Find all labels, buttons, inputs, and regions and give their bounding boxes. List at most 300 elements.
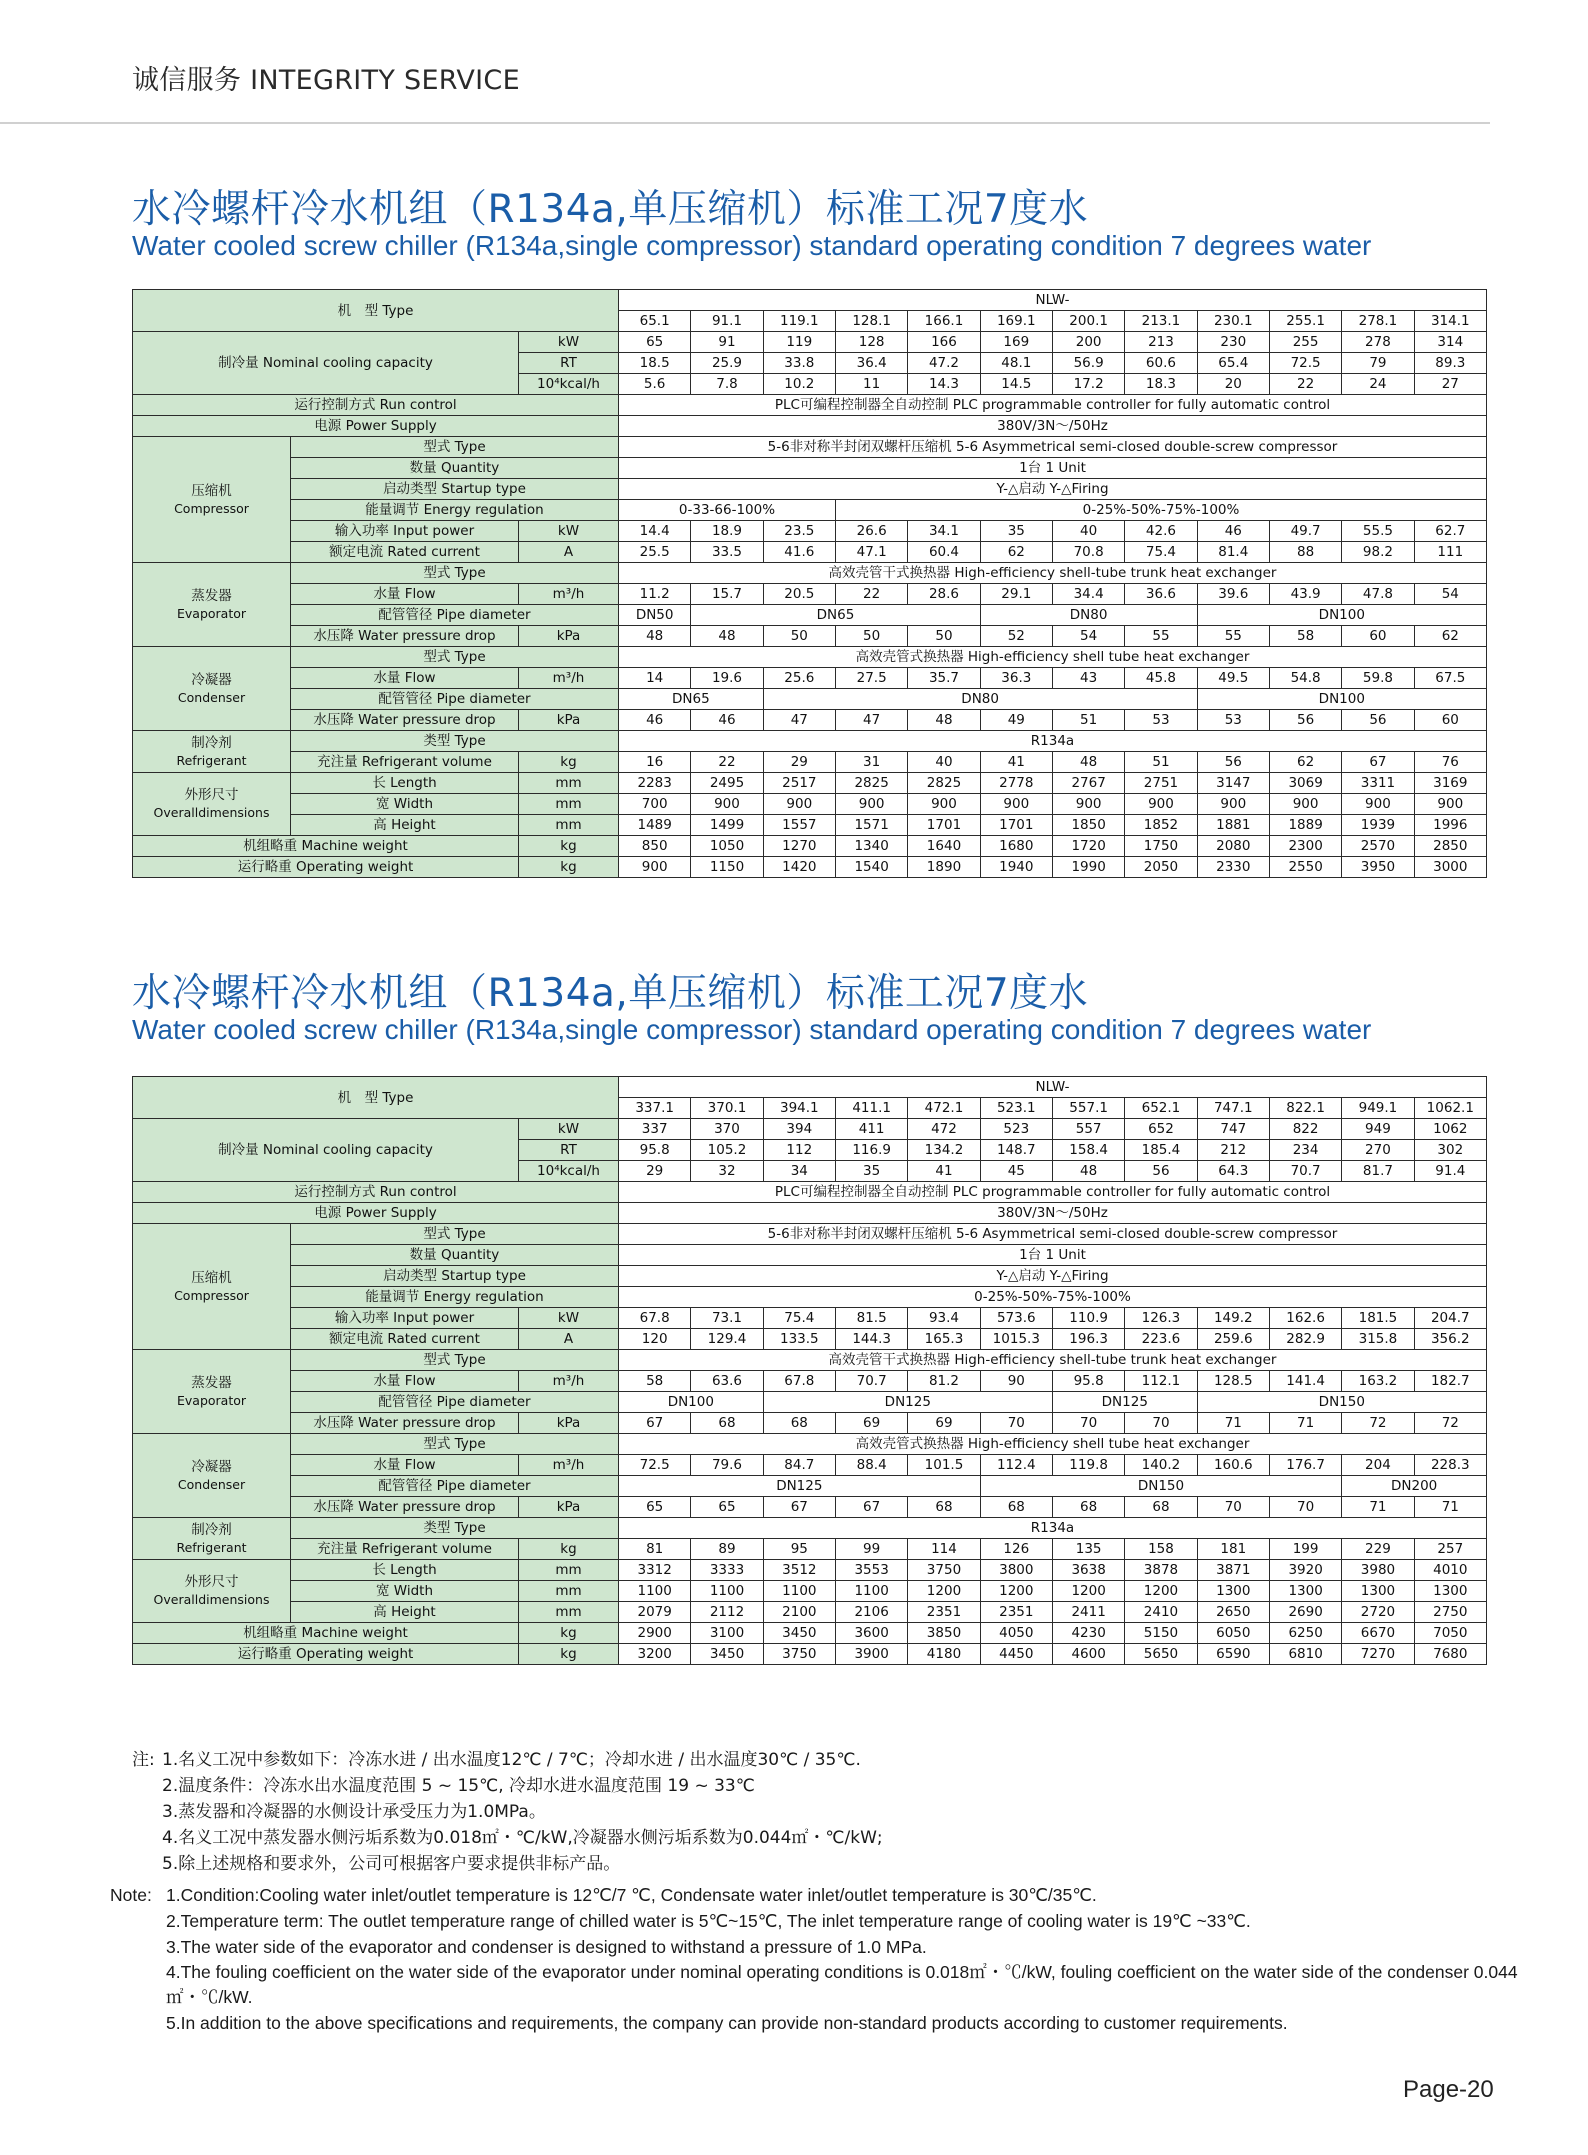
capacity-rt-value: 65.4 [1197, 353, 1269, 374]
evaporator-drop-value: 58 [1269, 626, 1341, 647]
operating-weight-value: 2550 [1269, 857, 1341, 878]
condenser-flow-value: 35.7 [908, 668, 980, 689]
capacity-kw-value: 314 [1414, 332, 1486, 353]
width-value: 1100 [691, 1581, 763, 1602]
capacity-kcal-value: 22 [1269, 374, 1341, 395]
condenser-flow-value: 43 [1052, 668, 1124, 689]
rated-current-label: 额定电流 Rated current [291, 542, 519, 563]
width-value: 900 [980, 794, 1052, 815]
machine-weight-value: 6250 [1269, 1623, 1341, 1644]
evaporator-pipe-value: DN65 [691, 605, 980, 626]
input-power-value: 126.3 [1125, 1308, 1197, 1329]
evaporator-group [133, 1350, 291, 1434]
compressor-type-value: 5-6非对称半封闭双螺杆压缩机 5-6 Asymmetrical semi-closed double-screw compressor [619, 1224, 1487, 1245]
refrigerant-vol-value: 62 [1269, 752, 1341, 773]
capacity-rt-value: 148.7 [980, 1140, 1052, 1161]
operating-weight-value: 3900 [835, 1644, 907, 1665]
length-value: 3800 [980, 1560, 1052, 1581]
length-value: 4010 [1414, 1560, 1486, 1581]
model-value: 747.1 [1197, 1098, 1269, 1119]
length-value: 2751 [1125, 773, 1197, 794]
refrigerant-vol-value: 76 [1414, 752, 1486, 773]
refrigerant-vol-label: 充注量 Refrigerant volume [291, 1539, 519, 1560]
energy-reg-value: 0-25%-50%-75%-100% [835, 500, 1486, 521]
capacity-kw-value: 747 [1197, 1119, 1269, 1140]
capacity-kw-value: 65 [619, 332, 691, 353]
condenser-pipe-label: 配管管径 Pipe diameter [291, 1476, 619, 1497]
model-label: 机 型 Type [133, 1077, 619, 1119]
capacity-rt-value: 105.2 [691, 1140, 763, 1161]
height-value: 1489 [619, 815, 691, 836]
rated-current-value: 75.4 [1125, 542, 1197, 563]
input-power-label: 输入功率 Input power [291, 521, 519, 542]
evaporator-drop-value: 52 [980, 626, 1052, 647]
capacity-kw-value: 822 [1269, 1119, 1341, 1140]
machine-weight-value: 850 [619, 836, 691, 857]
condenser-pipe-value: DN80 [763, 689, 1197, 710]
refrigerant-vol-value: 99 [835, 1539, 907, 1560]
condenser-flow-value: 204 [1342, 1455, 1414, 1476]
capacity-kcal-value: 56 [1125, 1161, 1197, 1182]
condenser-type-label: 型式 Type [291, 647, 619, 668]
capacity-kw-value: 337 [619, 1119, 691, 1140]
unit-mm: mm [519, 815, 619, 836]
width-value: 1100 [835, 1581, 907, 1602]
evaporator-flow-value: 67.8 [763, 1371, 835, 1392]
refrigerant-type-value: R134a [619, 731, 1487, 752]
input-power-value: 34.1 [908, 521, 980, 542]
condenser-flow-value: 140.2 [1125, 1455, 1197, 1476]
unit-rt: RT [519, 353, 619, 374]
capacity-rt-value: 56.9 [1052, 353, 1124, 374]
machine-weight-value: 2900 [619, 1623, 691, 1644]
height-value: 1499 [691, 815, 763, 836]
length-value: 3333 [691, 1560, 763, 1581]
condenser-group-cn: 冷凝器 [191, 1458, 232, 1475]
operating-weight-value: 3750 [763, 1644, 835, 1665]
evaporator-drop-label: 水压降 Water pressure drop [291, 1413, 519, 1434]
evaporator-type-label: 型式 Type [291, 563, 619, 584]
input-power-value: 62.7 [1414, 521, 1486, 542]
compressor-group-cn: 压缩机 [191, 482, 232, 499]
refrigerant-vol-value: 126 [980, 1539, 1052, 1560]
capacity-kcal-value: 41 [908, 1161, 980, 1182]
height-label: 高 Height [291, 1602, 519, 1623]
model-value: 128.1 [835, 311, 907, 332]
rated-current-value: 98.2 [1342, 542, 1414, 563]
capacity-label: 制冷量 Nominal cooling capacity [133, 1119, 519, 1182]
refrigerant-vol-value: 29 [763, 752, 835, 773]
condenser-drop-value: 53 [1197, 710, 1269, 731]
width-value: 900 [1342, 794, 1414, 815]
rated-current-value: 81.4 [1197, 542, 1269, 563]
evaporator-pipe-value: DN80 [980, 605, 1197, 626]
capacity-rt-value: 116.9 [835, 1140, 907, 1161]
height-value: 1996 [1414, 815, 1486, 836]
evaporator-drop-value: 70 [1052, 1413, 1124, 1434]
evaporator-group-en: Evaporator [176, 1392, 247, 1408]
condenser-drop-value: 70 [1269, 1497, 1341, 1518]
unit-kg: kg [519, 836, 619, 857]
capacity-rt-value: 72.5 [1269, 353, 1341, 374]
unit-kw: kW [519, 1119, 619, 1140]
length-label: 长 Length [291, 773, 519, 794]
length-value: 3312 [619, 1560, 691, 1581]
unit-a: A [519, 542, 619, 563]
height-value: 1557 [763, 815, 835, 836]
capacity-kw-value: 370 [691, 1119, 763, 1140]
capacity-kcal-value: 5.6 [619, 374, 691, 395]
model-value: 472.1 [908, 1098, 980, 1119]
width-value: 1200 [1052, 1581, 1124, 1602]
input-power-value: 204.7 [1414, 1308, 1486, 1329]
condenser-drop-value: 46 [619, 710, 691, 731]
input-power-value: 73.1 [691, 1308, 763, 1329]
dimensions-group-cn: 外形尺寸 [184, 787, 239, 803]
capacity-kw-value: 128 [835, 332, 907, 353]
model-value: 65.1 [619, 311, 691, 332]
capacity-rt-value: 212 [1197, 1140, 1269, 1161]
dimensions-group-en: Overalldimensions [153, 1592, 270, 1607]
refrigerant-vol-value: 56 [1197, 752, 1269, 773]
input-power-value: 18.9 [691, 521, 763, 542]
width-value: 900 [691, 794, 763, 815]
condenser-drop-label: 水压降 Water pressure drop [291, 1497, 519, 1518]
capacity-rt-value: 112 [763, 1140, 835, 1161]
evaporator-pipe-value: DN100 [1197, 605, 1486, 626]
energy-reg-value: 0-33-66-100% [619, 500, 836, 521]
length-value: 2283 [619, 773, 691, 794]
condenser-drop-value: 67 [835, 1497, 907, 1518]
power-supply-value: 380V/3N～/50Hz [619, 1203, 1487, 1224]
input-power-value: 23.5 [763, 521, 835, 542]
condenser-type-label: 型式 Type [291, 1434, 619, 1455]
evaporator-flow-value: 163.2 [1342, 1371, 1414, 1392]
input-power-value: 14.4 [619, 521, 691, 542]
width-value: 1200 [980, 1581, 1052, 1602]
model-value: 169.1 [980, 311, 1052, 332]
capacity-rt-value: 158.4 [1052, 1140, 1124, 1161]
length-value: 2517 [763, 773, 835, 794]
capacity-rt-value: 60.6 [1125, 353, 1197, 374]
evaporator-flow-value: 90 [980, 1371, 1052, 1392]
unit-mm: mm [519, 773, 619, 794]
evaporator-drop-value: 69 [835, 1413, 907, 1434]
unit-kg: kg [519, 857, 619, 878]
capacity-kcal-value: 7.8 [691, 374, 763, 395]
notes-en-prefix: Note: [110, 1885, 152, 1905]
evaporator-flow-value: 128.5 [1197, 1371, 1269, 1392]
machine-weight-value: 3600 [835, 1623, 907, 1644]
refrigerant-group [133, 1518, 291, 1560]
unit-kg: kg [519, 1623, 619, 1644]
evaporator-flow-value: 141.4 [1269, 1371, 1341, 1392]
model-value: 557.1 [1052, 1098, 1124, 1119]
capacity-kw-value: 278 [1342, 332, 1414, 353]
evaporator-drop-label: 水压降 Water pressure drop [291, 626, 519, 647]
machine-weight-value: 1680 [980, 836, 1052, 857]
evaporator-flow-value: 43.9 [1269, 584, 1341, 605]
energy-reg-label: 能量调节 Energy regulation [291, 500, 619, 521]
condenser-flow-value: 119.8 [1052, 1455, 1124, 1476]
length-value: 2825 [835, 773, 907, 794]
capacity-kcal-value: 24 [1342, 374, 1414, 395]
evaporator-drop-value: 71 [1269, 1413, 1341, 1434]
unit-flow: m³/h [519, 584, 619, 605]
unit-mm: mm [519, 1581, 619, 1602]
evaporator-type-value: 高效壳管干式换热器 High-efficiency shell-tube trunk heat exchanger [619, 1350, 1487, 1371]
refrigerant-vol-value: 67 [1342, 752, 1414, 773]
evaporator-flow-value: 36.6 [1125, 584, 1197, 605]
length-label: 长 Length [291, 1560, 519, 1581]
unit-mm: mm [519, 1560, 619, 1581]
input-power-value: 110.9 [1052, 1308, 1124, 1329]
capacity-kcal-value: 29 [619, 1161, 691, 1182]
section-2-title-en: Water cooled screw chiller (R134a,single compressor) standard operating condition 7 degrees water [132, 1014, 1372, 1045]
evaporator-flow-value: 29.1 [980, 584, 1052, 605]
condenser-flow-value: 59.8 [1342, 668, 1414, 689]
operating-weight-value: 4600 [1052, 1644, 1124, 1665]
startup-label: 启动类型 Startup type [291, 1266, 619, 1287]
height-value: 2690 [1269, 1602, 1341, 1623]
rated-current-value: 47.1 [835, 542, 907, 563]
model-value: 652.1 [1125, 1098, 1197, 1119]
height-value: 2750 [1414, 1602, 1486, 1623]
capacity-rt-value: 234 [1269, 1140, 1341, 1161]
length-value: 3553 [835, 1560, 907, 1581]
capacity-kw-value: 166 [908, 332, 980, 353]
capacity-rt-value: 47.2 [908, 353, 980, 374]
model-value: 949.1 [1342, 1098, 1414, 1119]
capacity-rt-value: 302 [1414, 1140, 1486, 1161]
evaporator-pipe-value: DN150 [1197, 1392, 1486, 1413]
machine-weight-value: 1340 [835, 836, 907, 857]
condenser-drop-value: 51 [1052, 710, 1124, 731]
condenser-drop-value: 47 [763, 710, 835, 731]
condenser-drop-value: 71 [1342, 1497, 1414, 1518]
notes-cn-prefix: 注: [132, 1750, 155, 1770]
rated-current-value: 196.3 [1052, 1329, 1124, 1350]
input-power-value: 67.8 [619, 1308, 691, 1329]
rated-current-value: 60.4 [908, 542, 980, 563]
refrigerant-vol-value: 40 [908, 752, 980, 773]
refrigerant-vol-value: 229 [1342, 1539, 1414, 1560]
machine-weight-label: 机组略重 Machine weight [133, 836, 519, 857]
capacity-kw-value: 255 [1269, 332, 1341, 353]
capacity-kcal-value: 17.2 [1052, 374, 1124, 395]
model-value: 255.1 [1269, 311, 1341, 332]
width-value: 1200 [1125, 1581, 1197, 1602]
refrigerant-group-cn: 制冷剂 [191, 1521, 232, 1538]
refrigerant-vol-value: 199 [1269, 1539, 1341, 1560]
height-value: 1701 [908, 815, 980, 836]
rated-current-value: 33.5 [691, 542, 763, 563]
unit-mm: mm [519, 1602, 619, 1623]
evaporator-flow-value: 95.8 [1052, 1371, 1124, 1392]
condenser-flow-value: 84.7 [763, 1455, 835, 1476]
condenser-drop-value: 68 [1052, 1497, 1124, 1518]
machine-weight-value: 3850 [908, 1623, 980, 1644]
condenser-flow-value: 49.5 [1197, 668, 1269, 689]
condenser-flow-value: 36.3 [980, 668, 1052, 689]
condenser-flow-value: 101.5 [908, 1455, 980, 1476]
rated-current-value: 282.9 [1269, 1329, 1341, 1350]
refrigerant-vol-value: 31 [835, 752, 907, 773]
condenser-flow-value: 45.8 [1125, 668, 1197, 689]
capacity-rt-value: 48.1 [980, 353, 1052, 374]
unit-rt: RT [519, 1140, 619, 1161]
width-value: 900 [908, 794, 980, 815]
capacity-kcal-value: 14.3 [908, 374, 980, 395]
capacity-kw-value: 213 [1125, 332, 1197, 353]
width-value: 1300 [1269, 1581, 1341, 1602]
condenser-pipe-value: DN125 [619, 1476, 981, 1497]
capacity-kw-value: 200 [1052, 332, 1124, 353]
evaporator-flow-value: 58 [619, 1371, 691, 1392]
height-label: 高 Height [291, 815, 519, 836]
input-power-value: 149.2 [1197, 1308, 1269, 1329]
dimensions-group [133, 773, 291, 836]
height-value: 2112 [691, 1602, 763, 1623]
notes-cn [132, 1747, 883, 1877]
length-value: 3750 [908, 1560, 980, 1581]
evaporator-flow-value: 54 [1414, 584, 1486, 605]
height-value: 2411 [1052, 1602, 1124, 1623]
compressor-group-en: Compressor [174, 500, 249, 516]
machine-weight-value: 1750 [1125, 836, 1197, 857]
machine-weight-value: 2300 [1269, 836, 1341, 857]
refrigerant-type-label: 类型 Type [291, 1518, 619, 1539]
height-value: 1701 [980, 815, 1052, 836]
model-value: 411.1 [835, 1098, 907, 1119]
evaporator-drop-value: 55 [1197, 626, 1269, 647]
operating-weight-label: 运行略重 Operating weight [133, 1644, 519, 1665]
operating-weight-value: 1990 [1052, 857, 1124, 878]
refrigerant-vol-value: 95 [763, 1539, 835, 1560]
series-label: NLW- [619, 290, 1487, 311]
condenser-drop-value: 48 [908, 710, 980, 731]
width-value: 1100 [619, 1581, 691, 1602]
capacity-kcal-value: 34 [763, 1161, 835, 1182]
condenser-flow-value: 67.5 [1414, 668, 1486, 689]
length-value: 3920 [1269, 1560, 1341, 1581]
rated-current-value: 62 [980, 542, 1052, 563]
unit-flow: m³/h [519, 1455, 619, 1476]
length-value: 3638 [1052, 1560, 1124, 1581]
capacity-rt-value: 33.8 [763, 353, 835, 374]
rated-current-value: 120 [619, 1329, 691, 1350]
unit-kg: kg [519, 752, 619, 773]
evaporator-flow-value: 34.4 [1052, 584, 1124, 605]
power-supply-value: 380V/3N～/50Hz [619, 416, 1487, 437]
page-number: Page-20 [1403, 2076, 1494, 2103]
height-value: 2079 [619, 1602, 691, 1623]
operating-weight-value: 2050 [1125, 857, 1197, 878]
condenser-flow-value: 25.6 [763, 668, 835, 689]
condenser-flow-value: 19.6 [691, 668, 763, 689]
input-power-value: 46 [1197, 521, 1269, 542]
evaporator-drop-value: 54 [1052, 626, 1124, 647]
height-value: 2100 [763, 1602, 835, 1623]
compressor-qty-value: 1台 1 Unit [619, 1245, 1487, 1266]
compressor-type-label: 型式 Type [291, 1224, 619, 1245]
condenser-drop-value: 68 [908, 1497, 980, 1518]
evaporator-flow-value: 15.7 [691, 584, 763, 605]
evaporator-type-label: 型式 Type [291, 1350, 619, 1371]
evaporator-flow-label: 水量 Flow [291, 584, 519, 605]
capacity-kcal-value: 45 [980, 1161, 1052, 1182]
capacity-kcal-value: 20 [1197, 374, 1269, 395]
condenser-group-cn: 冷凝器 [191, 671, 232, 688]
model-value: 119.1 [763, 311, 835, 332]
capacity-rt-value: 270 [1342, 1140, 1414, 1161]
height-value: 2720 [1342, 1602, 1414, 1623]
machine-weight-value: 2080 [1197, 836, 1269, 857]
height-value: 1850 [1052, 815, 1124, 836]
condenser-type-value: 高效壳管式换热器 High-efficiency shell tube heat exchanger [619, 1434, 1487, 1455]
evaporator-flow-value: 47.8 [1342, 584, 1414, 605]
condenser-pipe-label: 配管管径 Pipe diameter [291, 689, 619, 710]
condenser-pipe-value: DN100 [1197, 689, 1486, 710]
length-value: 3871 [1197, 1560, 1269, 1581]
length-value: 2767 [1052, 773, 1124, 794]
machine-weight-value: 3100 [691, 1623, 763, 1644]
capacity-kcal-value: 27 [1414, 374, 1486, 395]
evaporator-drop-value: 69 [908, 1413, 980, 1434]
evaporator-drop-value: 72 [1342, 1413, 1414, 1434]
capacity-rt-value: 185.4 [1125, 1140, 1197, 1161]
power-supply-label: 电源 Power Supply [133, 416, 619, 437]
refrigerant-vol-value: 22 [691, 752, 763, 773]
compressor-qty-label: 数量 Quantity [291, 1245, 619, 1266]
input-power-value: 81.5 [835, 1308, 907, 1329]
operating-weight-value: 7680 [1414, 1644, 1486, 1665]
refrigerant-type-value: R134a [619, 1518, 1487, 1539]
condenser-drop-value: 56 [1342, 710, 1414, 731]
width-value: 900 [1052, 794, 1124, 815]
machine-weight-value: 6670 [1342, 1623, 1414, 1644]
condenser-flow-value: 54.8 [1269, 668, 1341, 689]
evaporator-drop-value: 70 [1125, 1413, 1197, 1434]
unit-flow: m³/h [519, 1371, 619, 1392]
refrigerant-vol-value: 257 [1414, 1539, 1486, 1560]
capacity-kw-value: 169 [980, 332, 1052, 353]
compressor-group-en: Compressor [174, 1287, 249, 1303]
operating-weight-value: 3950 [1342, 857, 1414, 878]
rated-current-value: 315.8 [1342, 1329, 1414, 1350]
compressor-qty-label: 数量 Quantity [291, 458, 619, 479]
condenser-flow-value: 176.7 [1269, 1455, 1341, 1476]
evaporator-drop-value: 70 [980, 1413, 1052, 1434]
operating-weight-value: 4450 [980, 1644, 1052, 1665]
note-en-5: 5.In addition to the above specifications and requirements, the company can provide non-standard products according to customer requirements. [166, 2013, 1288, 2033]
evaporator-pipe-label: 配管管径 Pipe diameter [291, 605, 619, 626]
length-value: 2825 [908, 773, 980, 794]
capacity-rt-value: 25.9 [691, 353, 763, 374]
length-value: 3512 [763, 1560, 835, 1581]
capacity-kw-value: 411 [835, 1119, 907, 1140]
refrigerant-vol-value: 41 [980, 752, 1052, 773]
startup-value: Y-△启动 Y-△Firing [619, 479, 1487, 500]
capacity-kcal-value: 32 [691, 1161, 763, 1182]
model-value: 278.1 [1342, 311, 1414, 332]
length-value: 3169 [1414, 773, 1486, 794]
machine-weight-label: 机组略重 Machine weight [133, 1623, 519, 1644]
rated-current-label: 额定电流 Rated current [291, 1329, 519, 1350]
model-value: 822.1 [1269, 1098, 1341, 1119]
height-value: 2351 [908, 1602, 980, 1623]
compressor-type-value: 5-6非对称半封闭双螺杆压缩机 5-6 Asymmetrical semi-closed double-screw compressor [619, 437, 1487, 458]
